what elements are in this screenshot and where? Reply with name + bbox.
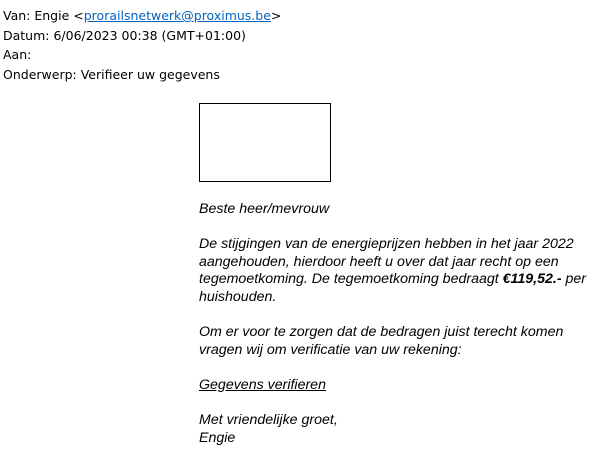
subject-label: Onderwerp:: [3, 66, 77, 82]
subject-value: Verifieer uw gegevens: [80, 66, 220, 82]
email-body: [199, 201, 594, 447]
closing-block: [199, 412, 594, 447]
paragraph-verification: Om er voor te zorgen dat de bedragen juist terecht komen vragen wij om verificatie van uw rekening:: [199, 324, 564, 358]
amount-value: €119,52.-: [502, 271, 562, 288]
date-value: 6/06/2023 00:38 (GMT+01:00): [53, 27, 246, 43]
date-row: [3, 26, 281, 46]
sender-email-open-bracket: <: [73, 8, 84, 23]
cta-paragraph: [199, 377, 594, 395]
to-label: Aan:: [3, 47, 32, 62]
closing-text: Met vriendelijke groet,: [199, 412, 338, 429]
sender-email-close-bracket: >: [270, 8, 282, 23]
greeting: Beste heer/mevrouw: [199, 201, 330, 217]
paragraph-compensation-text: De stijgingen van de energieprijzen hebben in het jaar 2022 aangehouden, hierdoor heeft u over dat jaar recht op een tegemoetkoming. De tegemoetkoming bedraagt: [199, 236, 574, 288]
from-label: Van:: [3, 8, 31, 23]
signature-text: Engie: [199, 429, 236, 446]
paragraph-compensation: [199, 236, 594, 306]
sender-name: Engie: [34, 8, 70, 23]
paragraph-compensation-suffix: per huishouden.: [199, 271, 587, 305]
logo-image-placeholder: [199, 103, 331, 182]
from-row: [3, 6, 281, 26]
to-row: [3, 45, 281, 65]
verify-data-link[interactable]: Gegevens verifieren: [199, 376, 326, 393]
date-label: Datum:: [3, 27, 50, 43]
email-header: [3, 6, 281, 84]
subject-row: [3, 65, 281, 85]
sender-email-link[interactable]: prorailsnetwerk@proximus.be: [83, 8, 271, 23]
